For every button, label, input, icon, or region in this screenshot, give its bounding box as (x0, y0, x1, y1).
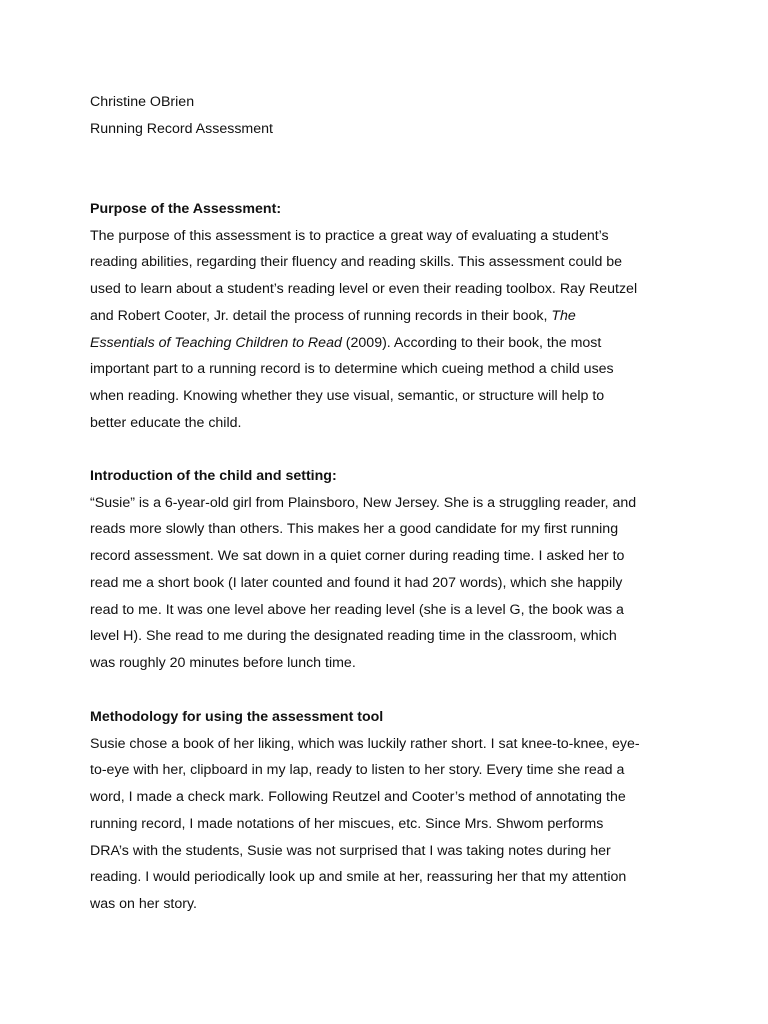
paragraph-line (90, 330, 690, 357)
paragraph-line (90, 303, 690, 330)
paragraph-line: read to me. It was one level above her reading level (she is a level G, the book was a (90, 601, 624, 618)
paragraph-line: reading. I would periodically look up and smile at her, reassuring her that my attention (90, 869, 627, 886)
paragraph-line: Susie chose a book of her liking, which was luckily rather short. I sat knee-to-knee, eye- (90, 735, 640, 752)
paragraph-line: important part to a running record is to determine which cueing method a child uses (90, 361, 614, 378)
paragraph-line: when reading. Knowing whether they use visual, semantic, or structure will help to (90, 387, 605, 404)
paragraph-line: was on her story. (90, 895, 197, 912)
paragraph-line: level H). She read to me during the designated reading time in the classroom, which (90, 628, 617, 645)
book-title-start: The (551, 307, 576, 324)
paragraph-line: reads more slowly than others. This makes her a good candidate for my first running (90, 521, 619, 538)
section-methodology (90, 704, 690, 918)
document-title: Running Record Assessment (90, 120, 273, 137)
paragraph-text: and Robert Cooter, Jr. detail the process of running records in their book, (90, 307, 552, 324)
book-title: Essentials of Teaching Children to Read (90, 334, 342, 351)
paragraph-line: “Susie” is a 6-year-old girl from Plainsboro, New Jersey. She is a struggling reader, and (90, 494, 637, 511)
paragraph-line: used to learn about a student’s reading level or even their reading toolbox. Ray Reutzel (90, 281, 638, 298)
section-heading: Purpose of the Assessment: (90, 201, 282, 217)
paragraph-line: The purpose of this assessment is to practice a great way of evaluating a student’s (90, 227, 609, 244)
paragraph-text: (2009). According to their book, the most (341, 334, 602, 351)
paragraph-line: record assessment. We sat down in a quiet corner during reading time. I asked her to (90, 548, 625, 565)
section-purpose (90, 196, 690, 436)
paragraph-line: running record, I made notations of her miscues, etc. Since Mrs. Shwom performs (90, 815, 604, 832)
paragraph-line: DRA’s with the students, Susie was not surprised that I was taking notes during her (90, 842, 611, 859)
paragraph-line: better educate the child. (90, 414, 242, 431)
paragraph-line: to-eye with her, clipboard in my lap, ready to listen to her story. Every time she read a (90, 762, 625, 779)
document-header (90, 89, 690, 142)
section-heading: Methodology for using the assessment tool (90, 709, 384, 725)
author-name: Christine OBrien (90, 94, 195, 110)
section-heading: Introduction of the child and setting: (90, 468, 337, 484)
paragraph-line: read me a short book (I later counted and found it had 207 words), which she happily (90, 574, 623, 591)
paragraph-line: word, I made a check mark. Following Reutzel and Cooter’s method of annotating the (90, 789, 626, 806)
section-introduction (90, 463, 690, 677)
paragraph-line: reading abilities, regarding their fluency and reading skills. This assessment could be (90, 254, 623, 271)
paragraph-line: was roughly 20 minutes before lunch time. (90, 654, 356, 671)
